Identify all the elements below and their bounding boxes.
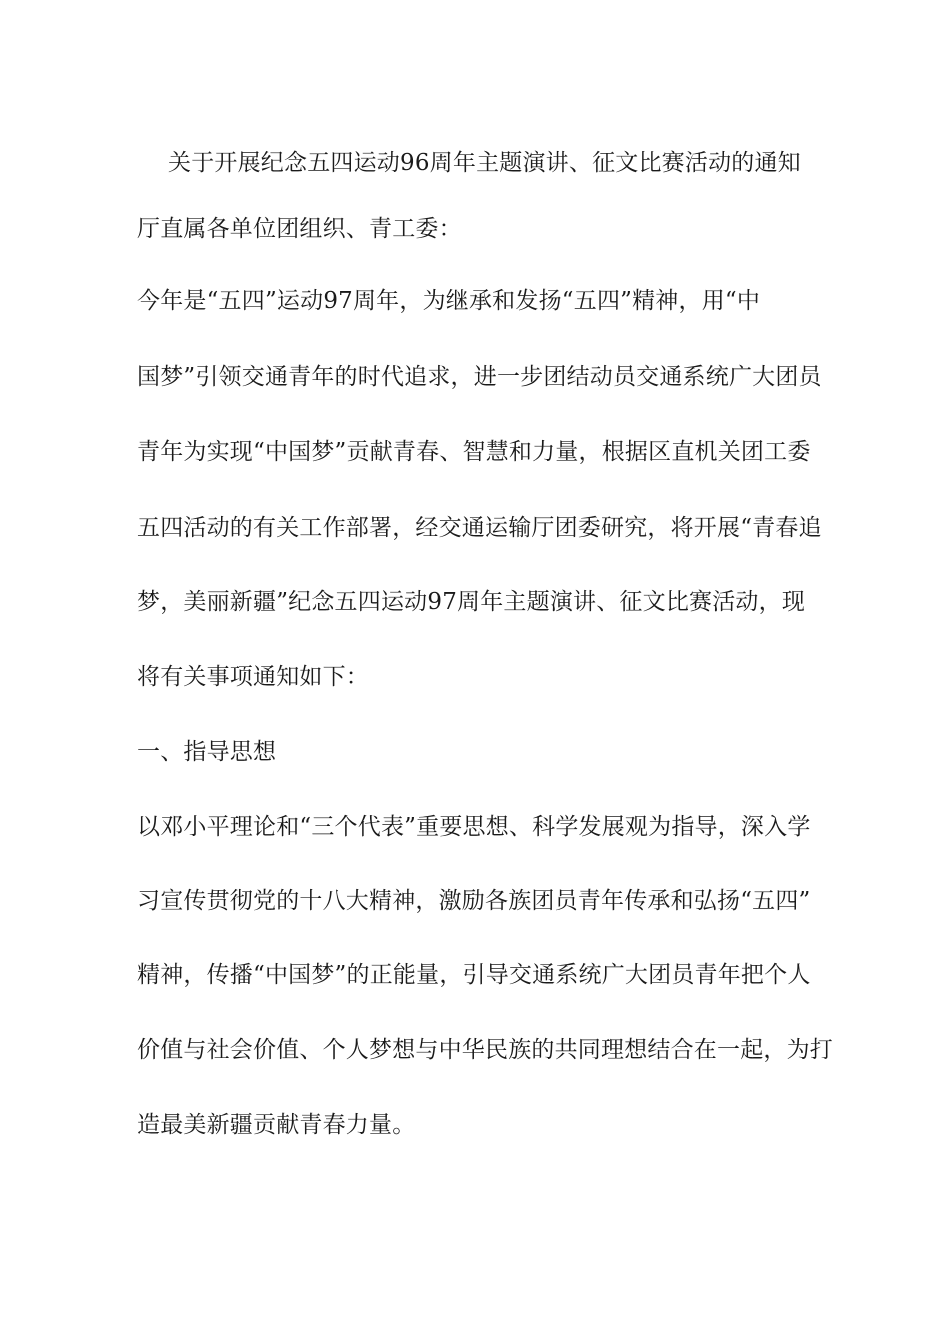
paragraph-line: 梦，美丽新疆”纪念五四运动97周年主题演讲、征文比赛活动，现 bbox=[137, 589, 806, 615]
document-title: 关于开展纪念五四运动96周年主题演讲、征文比赛活动的通知 bbox=[168, 150, 801, 176]
paragraph-line: 国梦”引领交通青年的时代追求，进一步团结动员交通系统广大团员 bbox=[137, 364, 822, 390]
paragraph-line: 以邓小平理论和“三个代表”重要思想、科学发展观为指导，深入学 bbox=[137, 814, 811, 840]
paragraph-line: 将有关事项通知如下： bbox=[137, 664, 369, 690]
paragraph-line: 今年是“五四”运动97周年，为继承和发扬“五四”精神，用“中 bbox=[137, 288, 761, 314]
salutation: 厅直属各单位团组织、青工委： bbox=[137, 216, 462, 242]
paragraph-line: 青年为实现“中国梦”贡献青春、智慧和力量，根据区直机关团工委 bbox=[137, 439, 811, 465]
paragraph-line: 习宣传贯彻党的十八大精神，激励各族团员青年传承和弘扬“五四” bbox=[137, 888, 811, 914]
paragraph-line: 五四活动的有关工作部署，经交通运输厅团委研究，将开展“青春追 bbox=[137, 515, 822, 541]
paragraph-line: 价值与社会价值、个人梦想与中华民族的共同理想结合在一起，为打 bbox=[137, 1037, 833, 1063]
paragraph-line: 造最美新疆贡献青春力量。 bbox=[137, 1112, 416, 1138]
paragraph-line: 精神，传播“中国梦”的正能量，引导交通系统广大团员青年把个人 bbox=[137, 962, 811, 988]
section-heading: 一、指导思想 bbox=[137, 739, 277, 765]
